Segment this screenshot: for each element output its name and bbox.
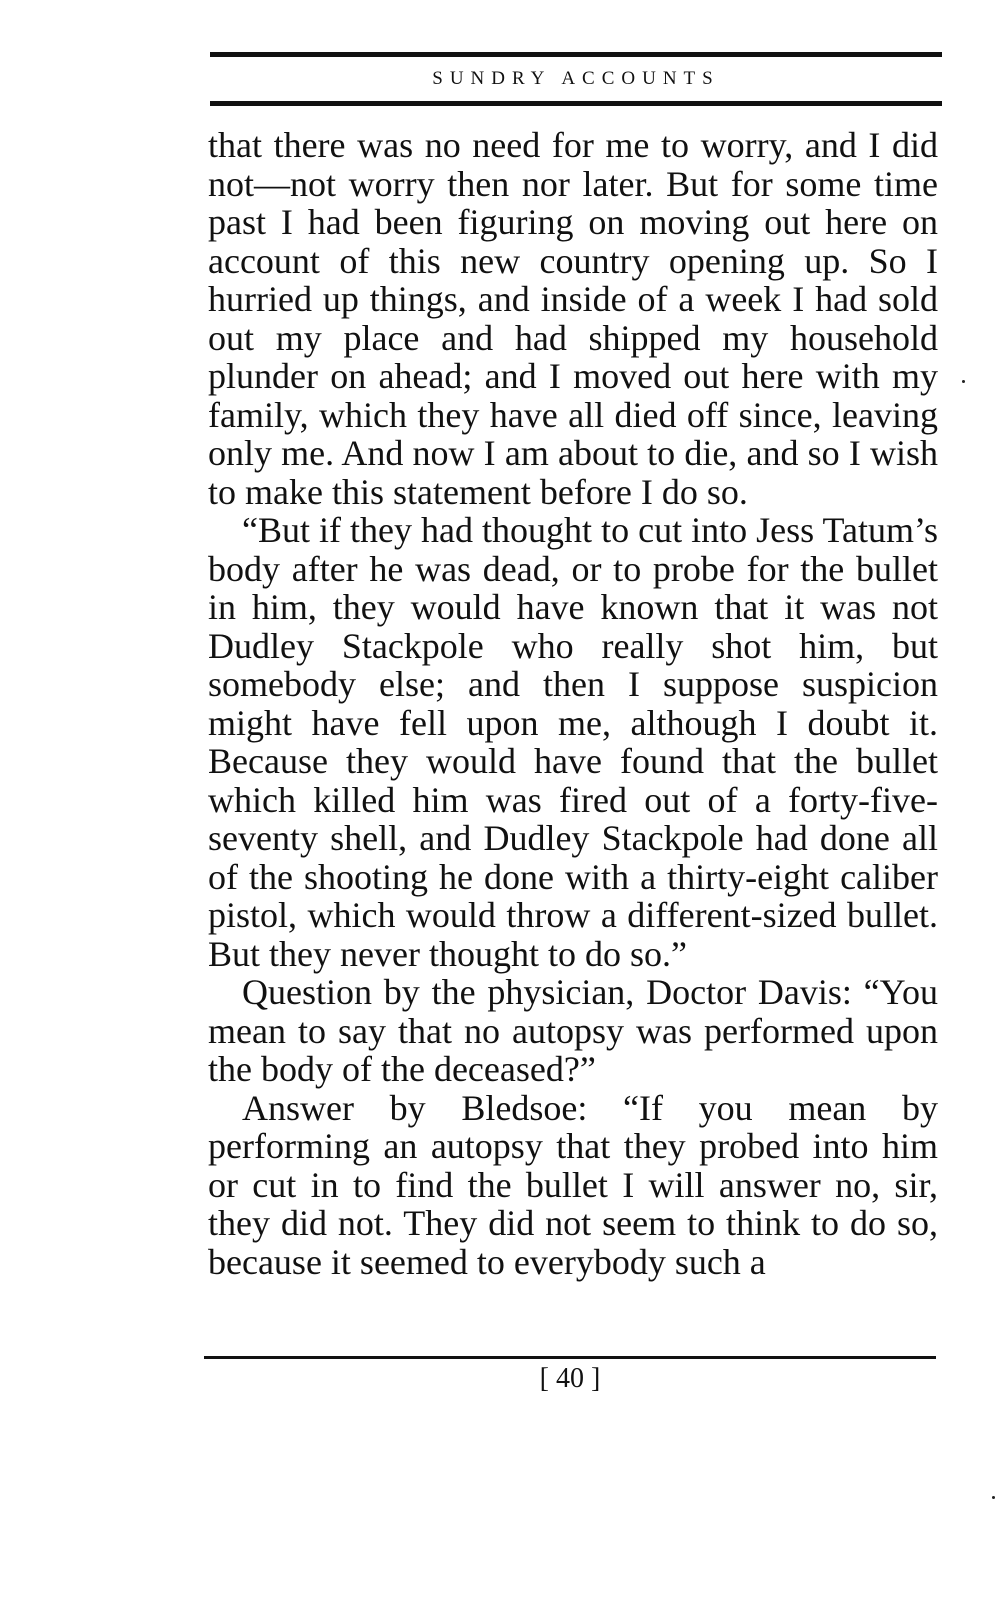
paper-speck <box>992 1496 995 1499</box>
paragraph-1: that there was no need for me to worry, and I did not—not worry then nor later. But for some time past I had been figuring on moving out here on account of this new country opening up. So I hurried up things, and inside of a week I had sold out my place and had shipped my household plunder on ahead; and I moved out here with my family, which they have all died off since, leaving only me. And now I am about to die, and so I wish to make this statement before I do so. <box>208 125 938 512</box>
header-rule-bottom <box>210 101 942 106</box>
paragraph-4: Answer by Bledsoe: “If you mean by performing an autopsy that they probed into him or cut in to find the bullet I will answer no, sir, they did not. They did not seem to think to do so, because it seemed to everybody such a <box>208 1087 938 1282</box>
running-head: SUNDRY ACCOUNTS <box>432 68 720 89</box>
page-number: [ 40 ] <box>539 1363 601 1394</box>
page-body <box>208 126 938 1281</box>
paper-speck <box>962 380 965 383</box>
paragraph-3: Question by the physician, Doctor Davis: “You mean to say that no autopsy was performed upon the body of the deceased?” <box>208 972 938 1089</box>
paragraph-2: “But if they had thought to cut into Jess Tatum’s body after he was dead, or to probe for the bullet in him, they would have known that it was not Dudley Stackpole who really shot him, but somebody else; and then I suppose suspicion might have fell upon me, although I doubt it. Because they would have found that the bullet which killed him was fired out of a forty-five-seventy shell, and Dudley Stackpole had done all of the shooting he done with a thirty-eight caliber pistol, which would throw a different-sized bullet. But they never thought to do so.” <box>208 510 938 974</box>
footer-rule <box>204 1356 936 1359</box>
header-rule-top <box>210 52 942 57</box>
